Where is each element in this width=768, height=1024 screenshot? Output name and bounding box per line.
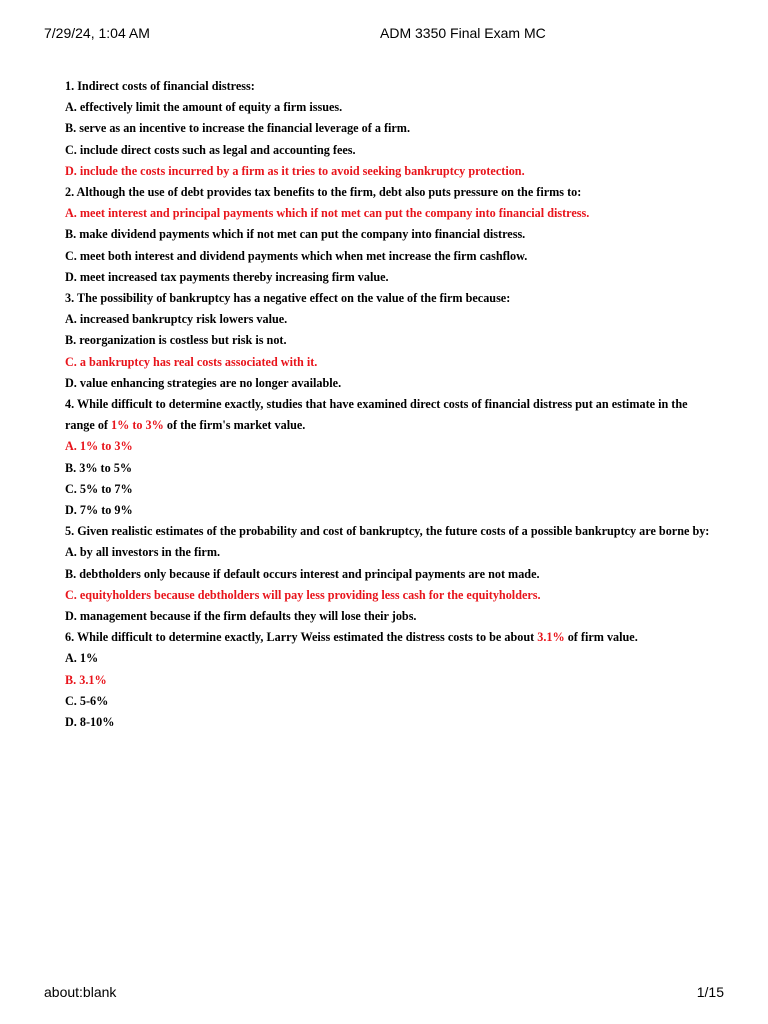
option-c-correct: C. a bankruptcy has real costs associated with it. [65, 354, 318, 369]
page-number: 1/15 [696, 984, 724, 1000]
print-datetime: 7/29/24, 1:04 AM [44, 25, 150, 41]
option-d: D. management because if the firm defaults they will lose their jobs. [65, 609, 417, 624]
stem-text-end: of firm value. [564, 630, 638, 645]
option-c: C. 5-6% [65, 693, 109, 708]
option-d: D. 7% to 9% [65, 503, 133, 518]
option-a: A. increased bankruptcy risk lowers value. [65, 312, 288, 327]
stem-highlight: 3.1% [537, 630, 565, 645]
option-a-correct: A. meet interest and principal payments which if not met can put the company into financial distress. [65, 206, 590, 221]
question-stem: 5. Given realistic estimates of the probability and cost of bankruptcy, the future costs of a possible bankruptcy are borne by: [65, 524, 710, 539]
page-url: about:blank [44, 984, 117, 1000]
option-d: D. meet increased tax payments thereby increasing firm value. [65, 269, 389, 284]
option-c: C. 5% to 7% [65, 481, 133, 496]
document-title: ADM 3350 Final Exam MC [380, 25, 546, 41]
question-2 [65, 182, 715, 288]
print-header [44, 25, 724, 43]
stem-text: 4. While difficult to determine exactly, studies that have examined direct costs of financial distress put an estimate in the range of [65, 397, 688, 433]
option-a-correct: A. 1% to 3% [65, 439, 133, 454]
option-b: B. debtholders only because if default occurs interest and principal payments are not made. [65, 566, 540, 581]
stem-text: 6. While difficult to determine exactly, Larry Weiss estimated the distress costs to be about [65, 630, 538, 645]
question-3 [65, 288, 715, 394]
question-4 [65, 394, 715, 521]
stem-text-end: of the firm's market value. [163, 418, 306, 433]
option-c-correct: C. equityholders because debtholders will pay less providing less cash for the equityholders. [65, 587, 541, 602]
option-c: C. meet both interest and dividend payments which when met increase the firm cashflow. [65, 248, 528, 263]
question-6 [65, 627, 715, 733]
option-a: A. by all investors in the firm. [65, 545, 221, 560]
option-a: A. 1% [65, 651, 99, 666]
exam-content [65, 76, 715, 733]
question-stem [65, 627, 715, 648]
option-b-correct: B. 3.1% [65, 672, 107, 687]
option-b: B. 3% to 5% [65, 460, 133, 475]
option-d-correct: D. include the costs incurred by a firm as it tries to avoid seeking bankruptcy protection. [65, 163, 525, 178]
print-footer [44, 984, 724, 1002]
question-stem: 3. The possibility of bankruptcy has a negative effect on the value of the firm because: [65, 291, 511, 306]
option-b: B. serve as an incentive to increase the financial leverage of a firm. [65, 121, 411, 136]
option-d: D. 8-10% [65, 715, 115, 730]
stem-highlight: 1% to 3% [111, 418, 164, 433]
option-d: D. value enhancing strategies are no longer available. [65, 375, 342, 390]
option-c: C. include direct costs such as legal and accounting fees. [65, 142, 356, 157]
question-1 [65, 76, 715, 182]
option-b: B. make dividend payments which if not met can put the company into financial distress. [65, 227, 526, 242]
question-stem: 2. Although the use of debt provides tax benefits to the firm, debt also puts pressure on the firms to: [65, 185, 582, 200]
question-5 [65, 521, 715, 627]
option-b: B. reorganization is costless but risk is not. [65, 333, 287, 348]
question-stem: 1. Indirect costs of financial distress: [65, 79, 255, 93]
question-stem [65, 394, 715, 436]
option-a: A. effectively limit the amount of equity a firm issues. [65, 100, 343, 115]
